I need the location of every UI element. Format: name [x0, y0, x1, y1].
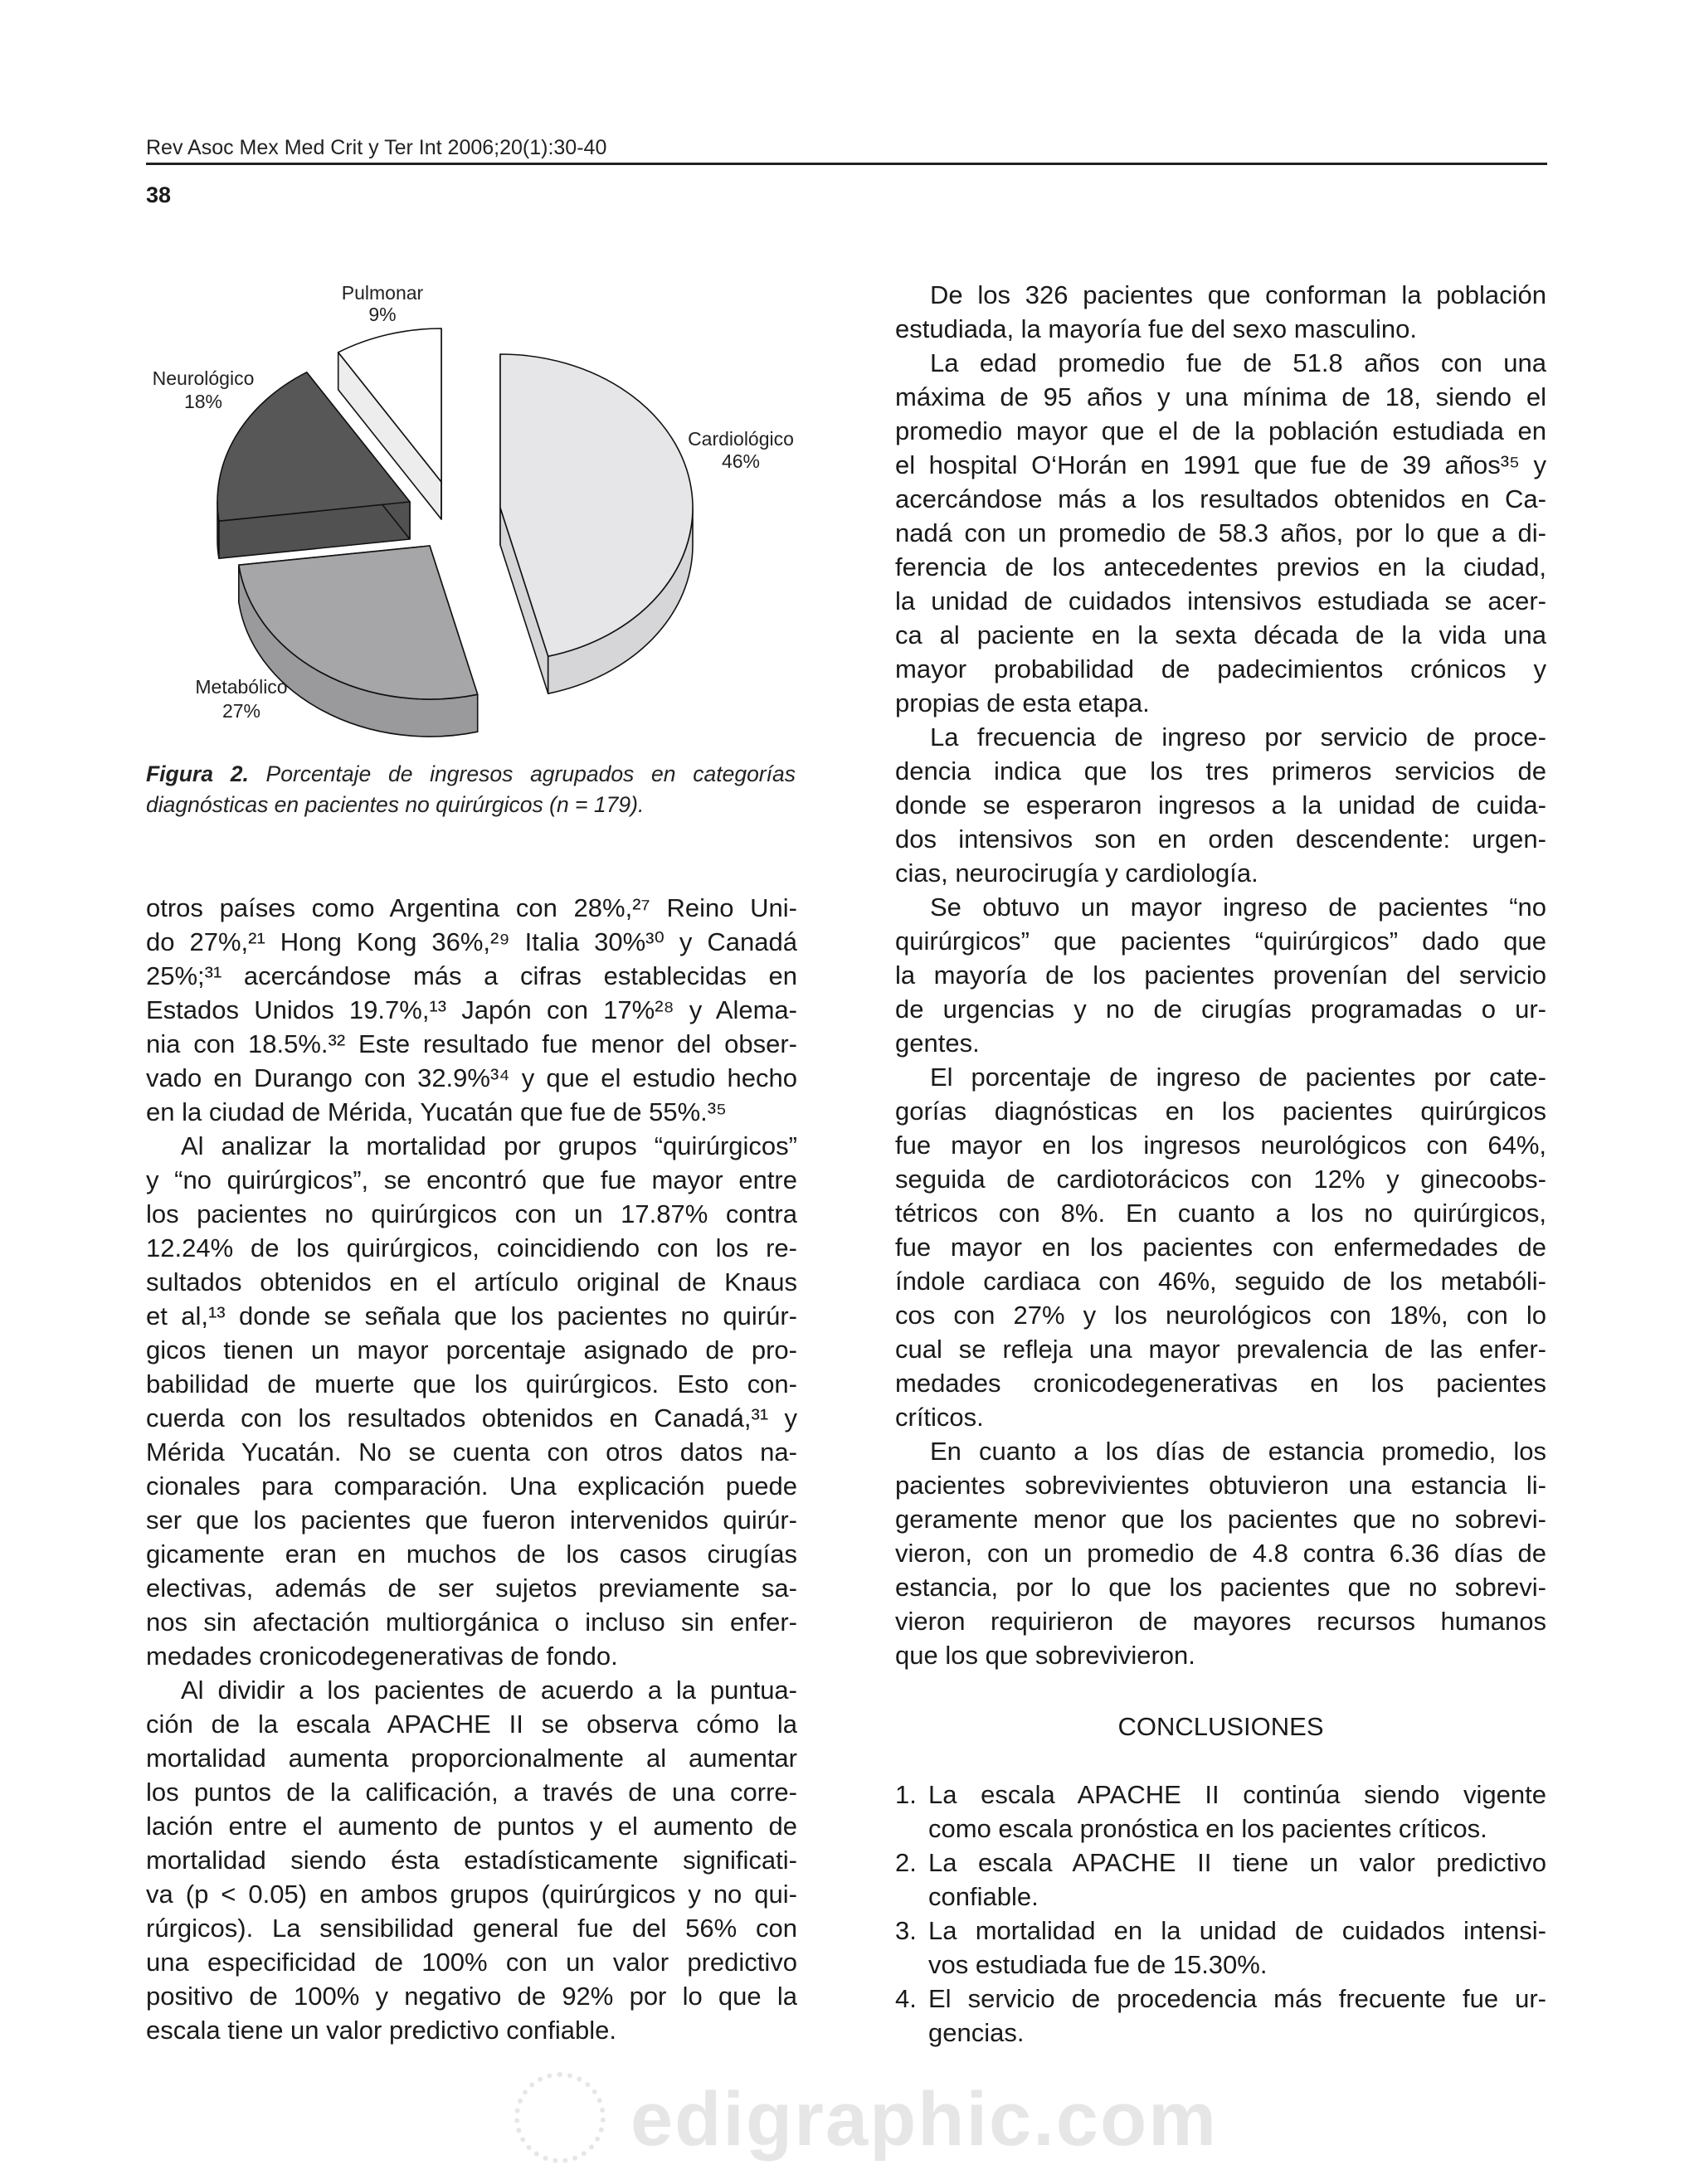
- figure-caption: [146, 759, 796, 820]
- text-line: pacientes sobrevivientes obtuvieron una estancia li-: [895, 1471, 1546, 1500]
- right-column: [895, 278, 1546, 1672]
- text-line: gicos tienen un mayor porcentaje asignado de pro-: [146, 1335, 797, 1364]
- text-line: et al,¹³ donde se señala que los pacientes no quirúr-: [146, 1301, 797, 1330]
- text-line: De los 326 pacientes que conforman la población: [930, 280, 1546, 309]
- text-line: geramente menor que los pacientes que no sobrevi-: [895, 1505, 1546, 1534]
- text-line: La escala APACHE II tiene un valor predictivo: [928, 1848, 1546, 1877]
- text-line: la mayoría de los pacientes provenían del servicio: [895, 961, 1546, 990]
- label-neurologico: Neurológico: [152, 367, 255, 390]
- caption-text-1: Porcentaje de ingresos agrupados en categorías: [248, 761, 796, 786]
- text-line: estancia, por lo que los pacientes que no sobrevi-: [895, 1573, 1546, 1602]
- journal-header: Rev Asoc Mex Med Crit y Ter Int 2006;20(1):30-40: [146, 136, 607, 159]
- paragraph: [146, 891, 797, 1129]
- paragraph: [895, 1060, 1546, 1434]
- paragraph: [895, 720, 1546, 890]
- text-line: nos sin afectación multiorgánica o incluso sin enfer-: [146, 1608, 797, 1637]
- text-line: propias de esta etapa.: [895, 688, 1150, 717]
- text-line: Al dividir a los pacientes de acuerdo a la puntua-: [181, 1676, 797, 1705]
- caption-label: Figura 2.: [146, 761, 249, 786]
- value-metabolico: 27%: [222, 700, 261, 722]
- conclusions-heading: CONCLUSIONES: [1117, 1712, 1324, 1741]
- text-line: estudiada, la mayoría fue del sexo masculino.: [895, 314, 1417, 343]
- page-number: 38: [146, 182, 172, 207]
- paragraph: [895, 1434, 1546, 1672]
- conclusion-item: [895, 1778, 1546, 1846]
- text-line: vieron, con un promedio de 4.8 contra 6.36 días de: [895, 1539, 1546, 1568]
- conclusion-item: [895, 1982, 1546, 2050]
- text-line: la unidad de cuidados intensivos estudiada se acer-: [895, 586, 1546, 615]
- paragraph: [895, 890, 1546, 1060]
- text-line: dos intensivos son en orden descendente: urgen-: [895, 824, 1546, 854]
- text-line: electivas, además de ser sujetos previamente sa-: [146, 1574, 797, 1603]
- label-pulmonar: Pulmonar: [341, 282, 424, 304]
- watermark-seal: [514, 2072, 606, 2163]
- text-line: vado en Durango con 32.9%³⁴ y que el estudio hecho: [146, 1063, 797, 1092]
- left-column: [146, 891, 797, 2047]
- text-line: promedio mayor que el de la población estudiada en: [895, 416, 1546, 445]
- text-line: acercándose más a los resultados obtenidos en Ca-: [895, 484, 1546, 513]
- value-neurologico: 18%: [183, 391, 223, 413]
- item-number: 1.: [895, 1780, 917, 1809]
- conclusions-list: [895, 1778, 1546, 2050]
- text-line: índole cardiaca con 46%, seguido de los metabóli-: [895, 1267, 1546, 1296]
- text-line: El porcentaje de ingreso de pacientes por cate-: [930, 1063, 1546, 1092]
- text-line: babilidad de muerte que los quirúrgicos. Esto con-: [146, 1369, 797, 1398]
- text-line: tétricos con 8%. En cuanto a los no quirúrgicos,: [895, 1199, 1546, 1228]
- value-cardiologico: 46%: [721, 450, 761, 473]
- text-line: otros países como Argentina con 28%,²⁷ Reino Uni-: [146, 893, 797, 922]
- text-line: en la ciudad de Mérida, Yucatán que fue de 55%.³⁵: [146, 1097, 727, 1126]
- item-number: 2.: [895, 1848, 917, 1877]
- text-line: dencia indica que los tres primeros servicios de: [895, 756, 1546, 786]
- text-line: El servicio de procedencia más frecuente fue ur-: [928, 1984, 1546, 2013]
- text-line: ca al paciente en la sexta década de la vida una: [895, 620, 1546, 649]
- text-line: mortalidad siendo ésta estadísticamente significati-: [146, 1846, 797, 1875]
- text-line: gorías diagnósticas en los pacientes quirúrgicos: [895, 1097, 1546, 1126]
- watermark: edigraphic.com: [630, 2077, 1218, 2162]
- item-text: [928, 1982, 1546, 2050]
- text-line: 12.24% de los quirúrgicos, coincidiendo con los re-: [146, 1233, 797, 1262]
- text-line: confiable.: [928, 1882, 1039, 1911]
- text-line: lación entre el aumento de puntos y el aumento de: [146, 1812, 797, 1841]
- text-line: vos estudiada fue de 15.30%.: [928, 1950, 1268, 1979]
- text-line: escala tiene un valor predictivo confiable.: [146, 2016, 616, 2045]
- text-line: Mérida Yucatán. No se cuenta con otros datos na-: [146, 1437, 797, 1467]
- text-line: el hospital O‘Horán en 1991 que fue de 39 años³⁵ y: [895, 450, 1546, 479]
- item-text: [928, 1778, 1546, 1846]
- item-text: [928, 1846, 1546, 1914]
- text-line: do 27%,²¹ Hong Kong 36%,²⁹ Italia 30%³⁰ y Canadá: [146, 927, 797, 956]
- text-line: positivo de 100% y negativo de 92% por lo que la: [146, 1982, 797, 2011]
- text-line: fue mayor en los pacientes con enfermedades de: [895, 1233, 1546, 1262]
- text-line: donde se esperaron ingresos a la unidad de cuida-: [895, 790, 1546, 820]
- text-line: ferencia de los antecedentes previos en la ciudad,: [895, 552, 1546, 581]
- label-metabolico: Metabólico: [195, 676, 288, 698]
- text-line: ser que los pacientes que fueron intervenidos quirúr-: [146, 1505, 797, 1535]
- text-line: gicamente eran en muchos de los casos cirugías: [146, 1540, 797, 1569]
- text-line: mayor probabilidad de padecimientos crónicos y: [895, 654, 1546, 683]
- text-line: cionales para comparación. Una explicación puede: [146, 1471, 797, 1501]
- text-line: los puntos de la calificación, a través de una corre-: [146, 1778, 797, 1807]
- text-line: y “no quirúrgicos”, se encontró que fue mayor entre: [146, 1165, 797, 1194]
- paragraph: [146, 1673, 797, 2047]
- text-line: La edad promedio fue de 51.8 años con una: [930, 348, 1546, 377]
- text-line: nadá con un promedio de 58.3 años, por lo que a di-: [895, 518, 1546, 547]
- text-line: seguida de cardiotorácicos con 12% y ginecoobs-: [895, 1165, 1546, 1194]
- text-line: nia con 18.5%.³² Este resultado fue menor del obser-: [146, 1029, 797, 1058]
- item-text: [928, 1914, 1546, 1982]
- text-line: cos con 27% y los neurológicos con 18%, con lo: [895, 1301, 1546, 1330]
- text-line: una especificidad de 100% con un valor predictivo: [146, 1948, 797, 1977]
- text-line: Al analizar la mortalidad por grupos “quirúrgicos”: [181, 1131, 797, 1160]
- text-line: La frecuencia de ingreso por servicio de proce-: [930, 722, 1546, 752]
- text-line: mortalidad aumenta proporcionalmente al aumentar: [146, 1744, 797, 1773]
- paragraph: [146, 1129, 797, 1673]
- text-line: va (p < 0.05) en ambos grupos (quirúrgicos y no qui-: [146, 1880, 797, 1909]
- text-line: que los que sobrevivieron.: [895, 1641, 1195, 1670]
- conclusion-item: [895, 1914, 1546, 1982]
- text-line: vieron requirieron de mayores recursos humanos: [895, 1607, 1546, 1636]
- text-line: como escala pronóstica en los pacientes críticos.: [928, 1814, 1487, 1843]
- pie-chart: [0, 0, 830, 747]
- text-line: gencias.: [928, 2018, 1025, 2047]
- text-line: Estados Unidos 19.7%,¹³ Japón con 17%²⁸ y Alema-: [146, 995, 797, 1024]
- text-line: La mortalidad en la unidad de cuidados intensi-: [928, 1916, 1546, 1945]
- text-line: los pacientes no quirúrgicos con un 17.87% contra: [146, 1199, 797, 1228]
- text-line: 25%;³¹ acercándose más a cifras establecidas en: [146, 961, 797, 990]
- value-pulmonar: 9%: [368, 304, 397, 326]
- text-line: medades cronicodegenerativas de fondo.: [146, 1642, 618, 1671]
- text-line: quirúrgicos” que pacientes “quirúrgicos” dado que: [895, 927, 1546, 956]
- text-line: gentes.: [895, 1029, 980, 1058]
- text-line: sultados obtenidos en el artículo original de Knaus: [146, 1267, 797, 1296]
- text-line: rúrgicos). La sensibilidad general fue del 56% con: [146, 1914, 797, 1943]
- text-line: fue mayor en los ingresos neurológicos con 64%,: [895, 1131, 1546, 1160]
- paragraph: [895, 346, 1546, 720]
- paragraph: [895, 278, 1546, 346]
- text-line: En cuanto a los días de estancia promedio, los: [930, 1437, 1546, 1466]
- text-line: Se obtuvo un mayor ingreso de pacientes “no: [930, 893, 1546, 922]
- text-line: críticos.: [895, 1403, 984, 1432]
- item-number: 4.: [895, 1984, 917, 2013]
- conclusion-item: [895, 1846, 1546, 1914]
- text-line: máxima de 95 años y una mínima de 18, siendo el: [895, 382, 1546, 411]
- label-cardiologico: Cardiológico: [688, 428, 794, 450]
- item-number: 3.: [895, 1916, 917, 1945]
- text-line: La escala APACHE II continúa siendo vigente: [928, 1780, 1546, 1809]
- text-line: cias, neurocirugía y cardiología.: [895, 859, 1258, 888]
- text-line: de urgencias y no de cirugías programadas o ur-: [895, 995, 1546, 1024]
- text-line: cual se refleja una mayor prevalencia de las enfer-: [895, 1335, 1546, 1364]
- caption-text-2: diagnósticas en pacientes no quirúrgicos (n = 179).: [146, 792, 645, 817]
- text-line: ción de la escala APACHE II se observa cómo la: [146, 1710, 797, 1739]
- text-line: cuerda con los resultados obtenidos en Canadá,³¹ y: [146, 1403, 797, 1432]
- text-line: medades cronicodegenerativas en los pacientes: [895, 1369, 1546, 1398]
